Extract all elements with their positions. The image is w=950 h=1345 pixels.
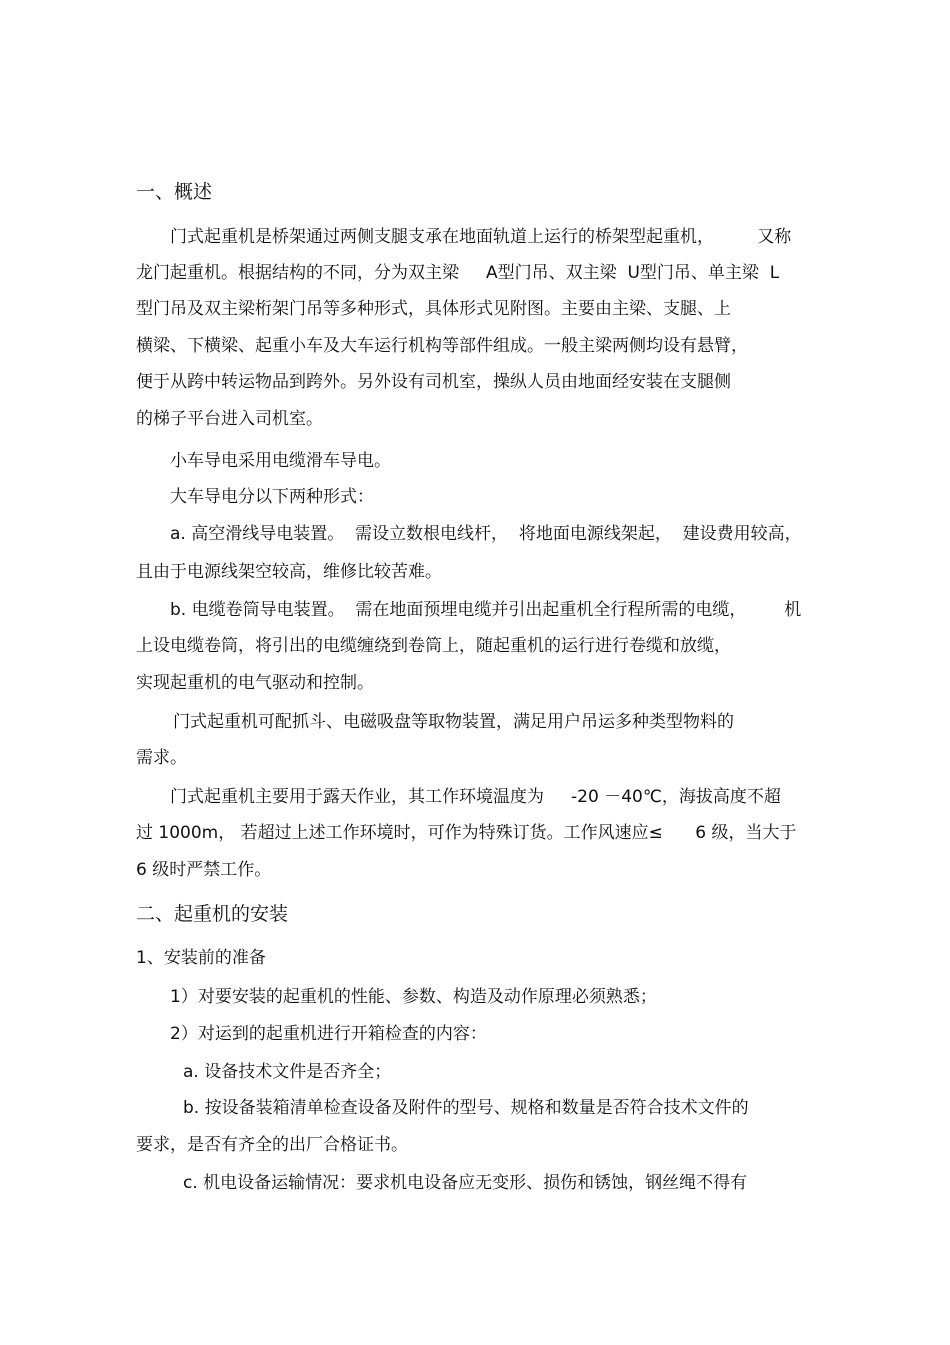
paragraph-line: 门式起重机可配抓斗、电磁吸盘等取物装置，满足用户吊运多种类型物料的 [173,712,734,732]
list-item-2: 2）对运到的起重机进行开箱检查的内容： [170,1024,487,1044]
paragraph-line: 过 1000m， 若超过上述工作环境时，可作为特殊订货。工作风速应≤ 6 级，当大于 [136,823,797,843]
list-item-a: a. 高空滑线导电装置。 需设立数根电线杆， 将地面电源线架起， 建设费用较高， [170,524,802,544]
paragraph-line: 实现起重机的电气驱动和控制。 [136,673,374,693]
list-item-c: c. 机电设备运输情况：要求机电设备应无变形、损伤和锈蚀，钢丝绳不得有 [183,1173,748,1193]
list-item-1: 1）对要安装的起重机的性能、参数、构造及动作原理必须熟悉； [170,987,657,1007]
paragraph-line: 龙门起重机。根据结构的不同，分为双主梁 A型门吊、双主梁 U型门吊、单主梁 L [136,263,780,283]
section-heading-installation: 二、起重机的安装 [136,903,289,925]
paragraph-line: 6 级时严禁工作。 [136,860,272,880]
subsection-heading: 1、安装前的准备 [136,948,266,968]
section-heading-overview: 一、概述 [136,181,213,203]
paragraph-line: 上设电缆卷筒，将引出的电缆缠绕到卷筒上，随起重机的运行进行卷缆和放缆， [136,636,731,656]
paragraph-line: 且由于电源线架空较高，维修比较苦难。 [136,562,442,582]
paragraph-line: 便于从跨中转运物品到跨外。另外设有司机室，操纵人员由地面经安装在支腿侧 [136,372,731,392]
paragraph-line: 小车导电采用电缆滑车导电。 [170,451,391,471]
paragraph-line: 门式起重机主要用于露天作业，其工作环境温度为 -20 －40℃，海拔高度不超 [170,787,781,807]
list-item-b: b. 按设备装箱清单检查设备及附件的型号、规格和数量是否符合技术文件的 [183,1098,749,1118]
paragraph-line: 需求。 [136,748,187,768]
paragraph-line: 要求，是否有齐全的出厂合格证书。 [136,1135,408,1155]
list-item-b: b. 电缆卷筒导电装置。 需在地面预埋电缆并引出起重机全行程所需的电缆， 机 [170,600,802,620]
paragraph-line: 横梁、下横梁、起重小车及大车运行机构等部件组成。一般主梁两侧均设有悬臂， [136,336,748,356]
list-item-a: a. 设备技术文件是否齐全； [183,1062,392,1082]
paragraph-line: 型门吊及双主梁桁架门吊等多种形式，具体形式见附图。主要由主梁、支腿、上 [136,299,731,319]
paragraph-line: 的梯子平台进入司机室。 [136,409,323,429]
paragraph-line: 大车导电分以下两种形式： [170,487,374,507]
paragraph-line: 门式起重机是桥架通过两侧支腿支承在地面轨道上运行的桥架型起重机， 又称 [170,227,792,247]
